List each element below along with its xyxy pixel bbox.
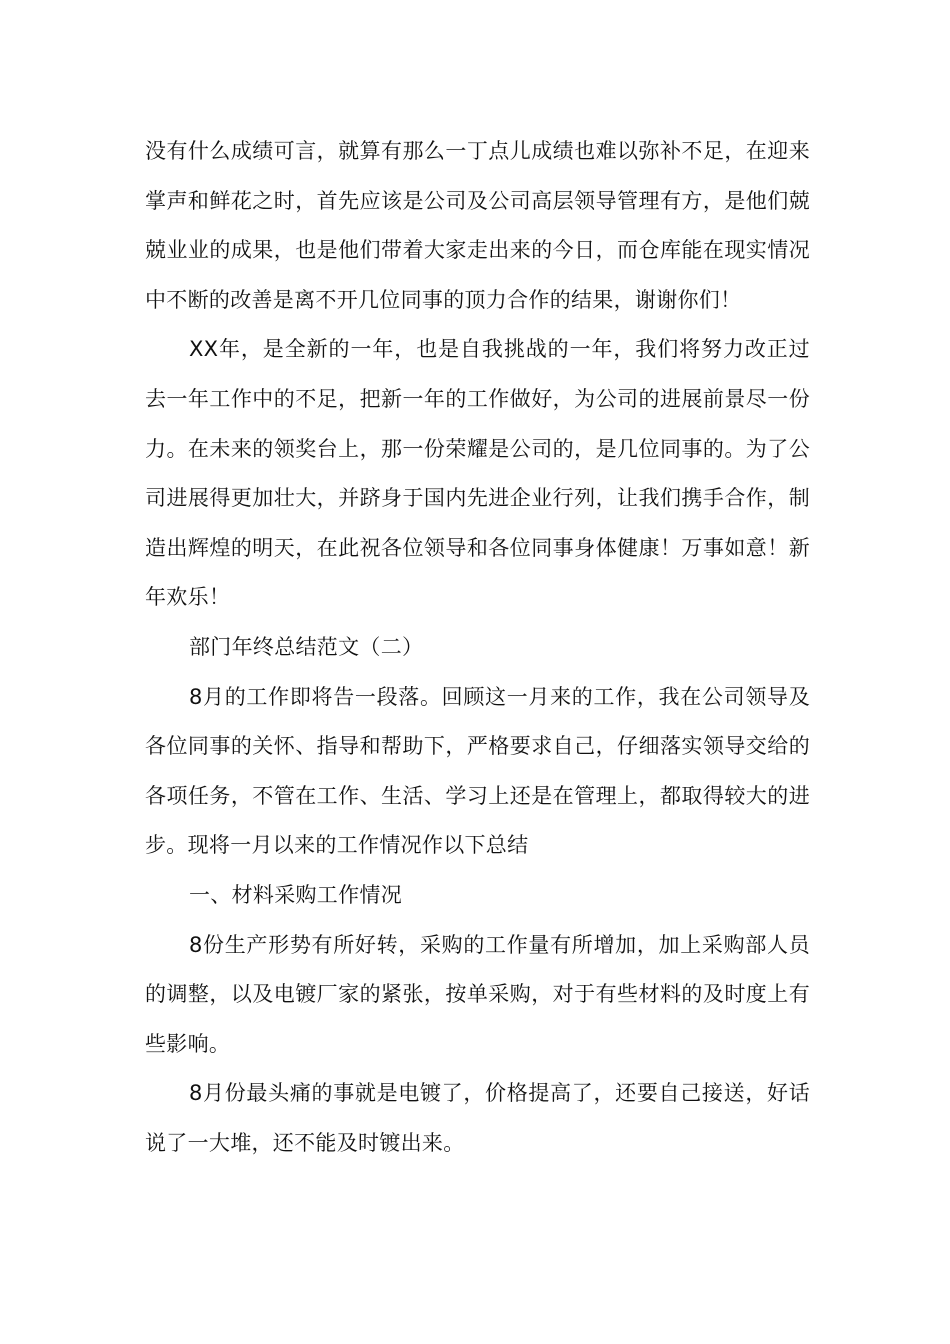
subsection-heading-procurement: 一、材料采购工作情况 — [189, 882, 402, 907]
document-body — [145, 127, 810, 1168]
section-title: 部门年终总结范文（二） — [189, 634, 424, 659]
paragraph-august-summary: 8月的工作即将告一段落。回顾这一月来的工作，我在公司领导及各位同事的关怀、指导和帮助下，严格要求自己，仔细落实领导交给的各项任务，不管在工作、生活、学习上还是在管理上，都取得较大的进步。现将一月以来的工作情况作以下总结 — [145, 684, 810, 858]
paragraph-electroplating-issue: 8月份最头痛的事就是电镀了，价格提高了，还要自己接送，好话说了一大堆，还不能及时镀出来。 — [145, 1081, 810, 1155]
paragraph-new-year-outlook: XX年，是全新的一年，也是自我挑战的一年，我们将努力改正过去一年工作中的不足，把新一年的工作做好，为公司的进展前景尽一份力。在未来的领奖台上，那一份荣耀是公司的，是几位同事的。为了公司进展得更加壮大，并跻身于国内先进企业行列，让我们携手合作，制造出辉煌的明天，在此祝各位领导和各位同事身体健康！万事如意！新年欢乐！ — [145, 337, 810, 610]
paragraph-acknowledgement: 没有什么成绩可言，就算有那么一丁点儿成绩也难以弥补不足，在迎来掌声和鲜花之时，首先应该是公司及公司高层领导管理有方，是他们兢兢业业的成果，也是他们带着大家走出来的今日，而仓库能在现实情况中不断的改善是离不开几位同事的顶力合作的结果，谢谢你们！ — [145, 139, 810, 312]
paragraph-procurement-situation: 8份生产形势有所好转，采购的工作量有所增加，加上采购部人员的调整，以及电镀厂家的紧张，按单采购，对于有些材料的及时度上有些影响。 — [145, 932, 810, 1056]
